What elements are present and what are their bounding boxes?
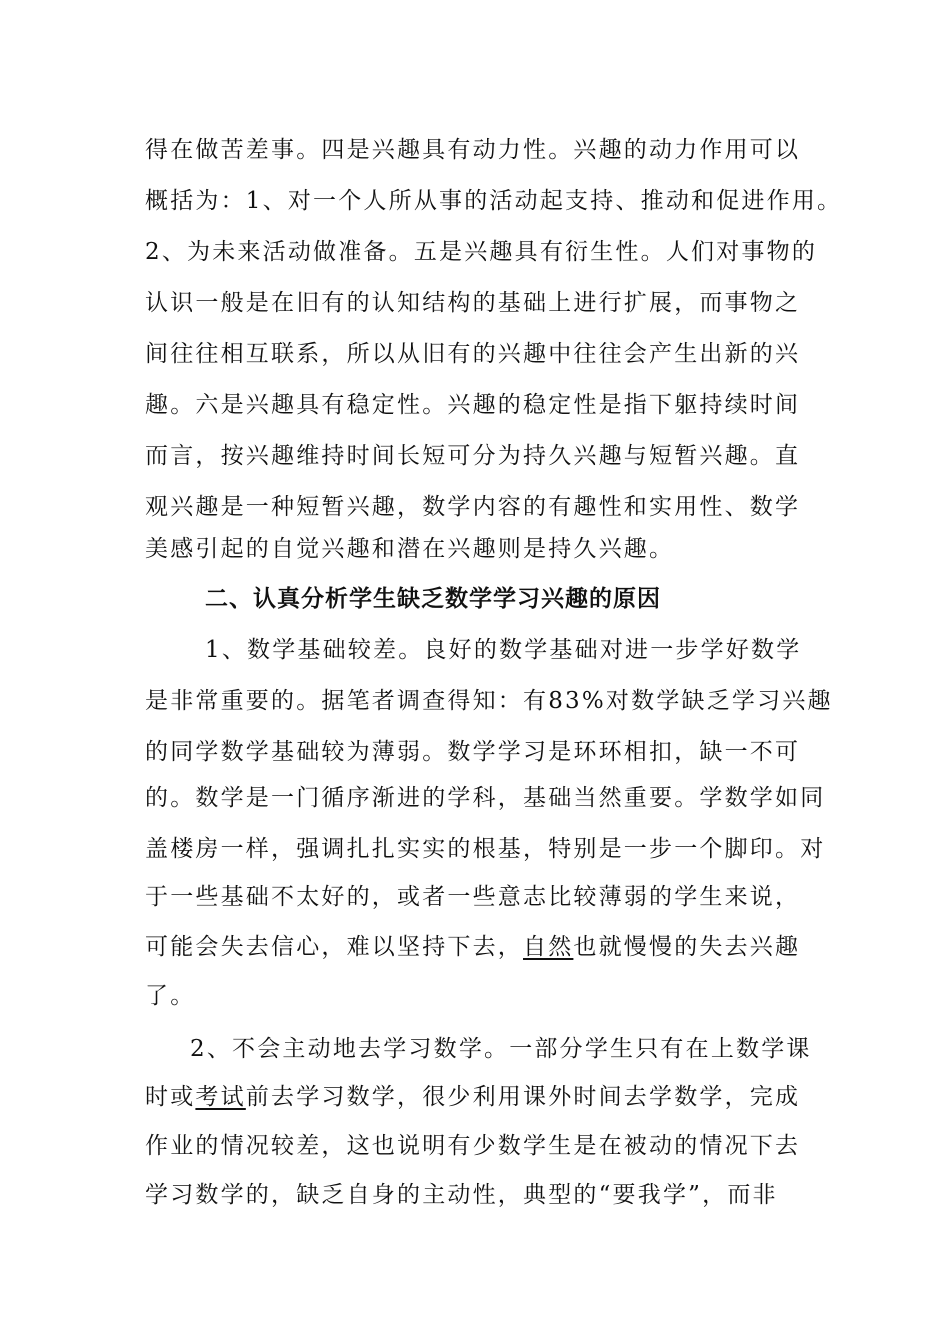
text-segment: 也就慢慢的失去兴趣 [573, 934, 801, 960]
section-heading: 二、认真分析学生缺乏数学学习兴趣的原因 [205, 586, 661, 612]
text-line: 盖楼房一样，强调扎扎实实的根基，特别是一步一个脚印。对 [145, 836, 826, 862]
underlined-term-link[interactable]: 自然 [523, 934, 574, 960]
text-line: 而言，按兴趣维持时间长短可分为持久兴趣与短暂兴趣。直 [145, 443, 801, 469]
text-line: 概括为：1、对一个人所从事的活动起支持、推动和促进作用。 [145, 188, 843, 214]
text-line: 趣。六是兴趣具有稳定性。兴趣的稳定性是指下躯持续时间 [145, 392, 801, 418]
text-line: 得在做苦差事。四是兴趣具有动力性。兴趣的动力作用可以 [145, 137, 801, 163]
text-segment: 可能会失去信心，难以坚持下去， [145, 934, 523, 960]
text-line [145, 932, 825, 962]
underlined-term-link[interactable]: 考试 [195, 1084, 246, 1110]
text-line: 学习数学的，缺乏自身的主动性，典型的“要我学”，而非 [145, 1182, 778, 1208]
text-line: 作业的情况较差，这也说明有少数学生是在被动的情况下去 [145, 1133, 801, 1159]
text-line: 的。数学是一门循序渐进的学科，基础当然重要。学数学如同 [145, 785, 826, 811]
text-segment: 时或 [145, 1084, 196, 1110]
text-segment: 前去学习数学，很少利用课外时间去学数学，完成 [245, 1084, 801, 1110]
text-line: 美感引起的自觉兴趣和潜在兴趣则是持久兴趣。 [145, 536, 675, 562]
text-line: 观兴趣是一种短暂兴趣，数学内容的有趣性和实用性、数学 [145, 494, 801, 520]
text-line: 认识一般是在旧有的认知结构的基础上进行扩展，而事物之 [145, 290, 801, 316]
text-line: 1、数学基础较差。良好的数学基础对进一步学好数学 [205, 637, 802, 663]
text-line: 2、不会主动地去学习数学。一部分学生只有在上数学课 [190, 1036, 812, 1062]
text-line [145, 1082, 825, 1112]
text-line: 2、为未来活动做准备。五是兴趣具有衍生性。人们对事物的 [145, 239, 818, 265]
text-line: 了。 [145, 983, 196, 1009]
text-line: 于一些基础不太好的，或者一些意志比较薄弱的学生来说， [145, 884, 801, 910]
text-line: 间往往相互联系，所以从旧有的兴趣中往往会产生出新的兴 [145, 341, 801, 367]
text-line: 是非常重要的。据笔者调查得知：有83%对数学缺乏学习兴趣 [145, 688, 833, 714]
text-line: 的同学数学基础较为薄弱。数学学习是环环相扣，缺一不可 [145, 739, 801, 765]
